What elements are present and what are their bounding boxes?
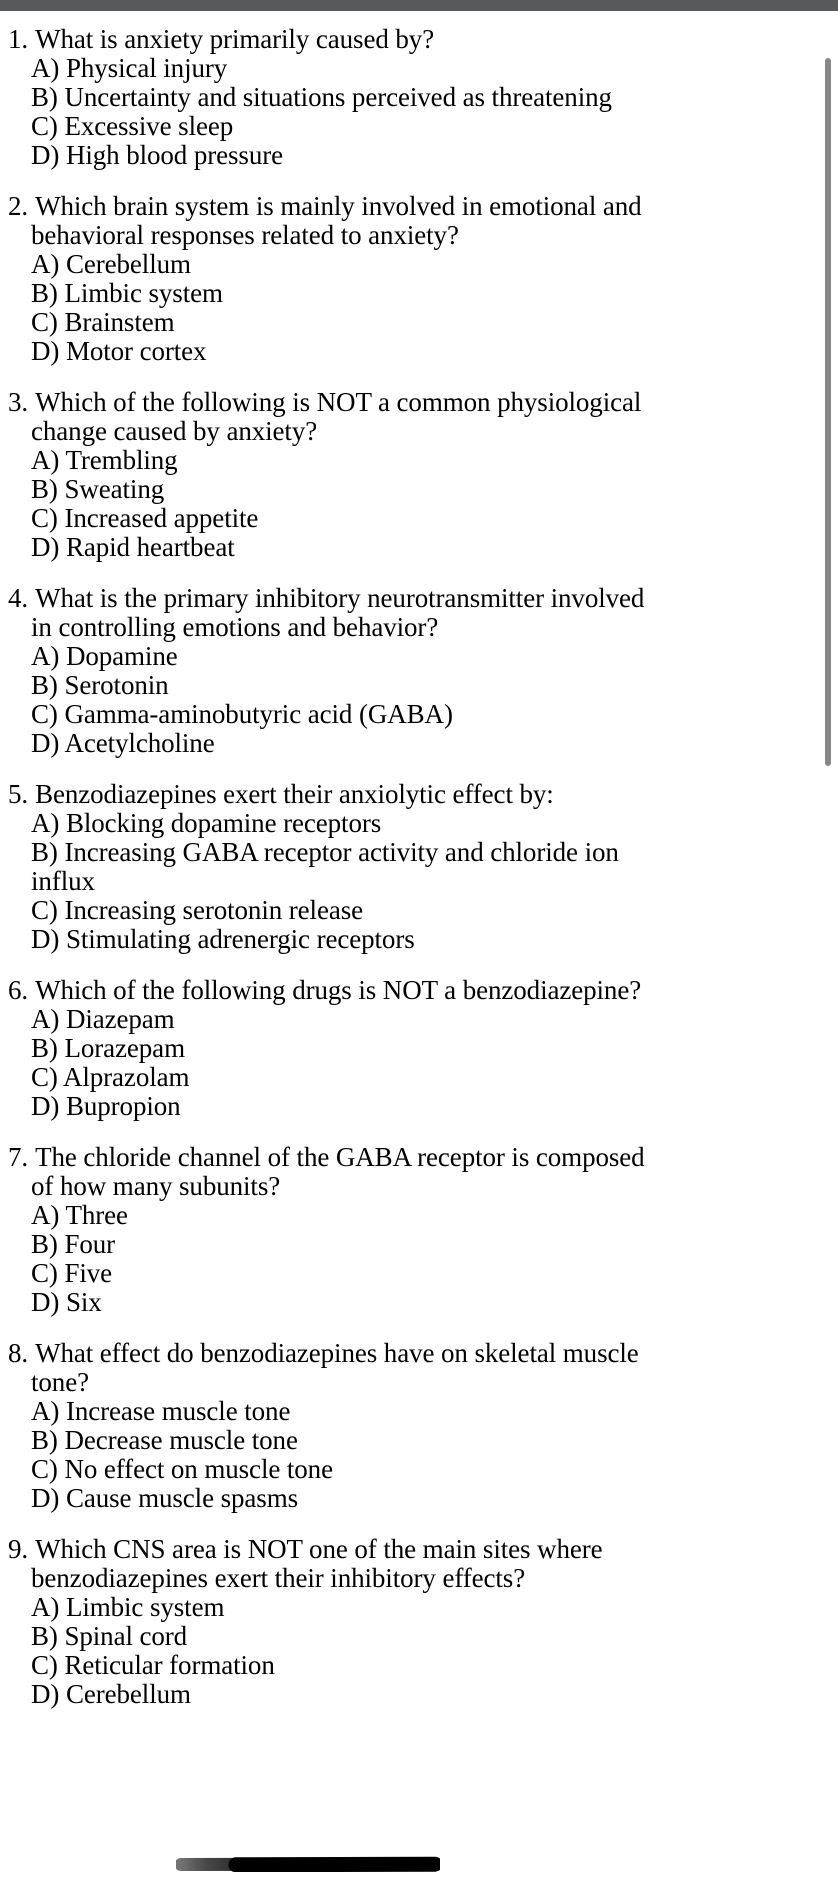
answer-option[interactable]: A) Limbic system <box>31 1592 225 1622</box>
question-block <box>0 976 838 1121</box>
question-block <box>0 1339 838 1513</box>
question-stem-text: What is anxiety primarily caused by? <box>35 24 435 54</box>
answer-option[interactable]: D) Stimulating adrenergic receptors <box>31 924 415 954</box>
question-stem <box>0 780 838 809</box>
answer-option[interactable]: D) Six <box>31 1287 102 1317</box>
quiz-page <box>0 11 838 1709</box>
question-stem <box>0 192 838 221</box>
answer-option[interactable]: B) Lorazepam <box>31 1033 185 1063</box>
question-block <box>0 388 838 562</box>
question-stem-text: The chloride channel of the GABA receptor is composed <box>35 1142 645 1172</box>
window-title-bar <box>0 0 838 11</box>
question-stem <box>0 388 838 417</box>
answer-option[interactable]: B) Limbic system <box>31 278 223 308</box>
answer-option[interactable]: D) Motor cortex <box>31 336 207 366</box>
answer-option[interactable]: D) Cause muscle spasms <box>31 1483 299 1513</box>
question-stem <box>0 584 838 613</box>
answer-option[interactable]: B) Serotonin <box>31 670 169 700</box>
question-number: 2. <box>8 191 29 221</box>
question-stem-continuation: tone? <box>31 1367 89 1397</box>
question-stem-text: Which of the following is NOT a common physiological <box>35 387 642 417</box>
question-stem-continuation: benzodiazepines exert their inhibitory effects? <box>31 1563 526 1593</box>
question-block <box>0 584 838 758</box>
answer-option[interactable]: C) No effect on muscle tone <box>31 1454 333 1484</box>
document-scroll-area[interactable] <box>0 11 838 1899</box>
answer-option[interactable]: A) Three <box>31 1200 128 1230</box>
answer-option[interactable]: B) Spinal cord <box>31 1621 188 1651</box>
question-number: 5. <box>8 779 29 809</box>
answer-option[interactable]: D) Rapid heartbeat <box>31 532 235 562</box>
question-stem-continuation: of how many subunits? <box>31 1171 281 1201</box>
question-block <box>0 25 838 170</box>
question-block <box>0 780 838 954</box>
answer-option[interactable]: A) Physical injury <box>31 53 228 83</box>
answer-option-continuation[interactable]: influx <box>31 866 95 896</box>
question-block <box>0 192 838 366</box>
answer-option[interactable]: A) Cerebellum <box>31 249 191 279</box>
question-number: 6. <box>8 975 29 1005</box>
question-block <box>0 1535 838 1709</box>
answer-option[interactable]: D) Bupropion <box>31 1091 181 1121</box>
question-stem-text: What is the primary inhibitory neurotransmitter involved <box>35 583 645 613</box>
question-stem <box>0 1535 838 1564</box>
answer-option[interactable]: D) High blood pressure <box>31 140 284 170</box>
question-stem-text: Benzodiazepines exert their anxiolytic effect by: <box>35 779 554 809</box>
answer-option[interactable]: A) Increase muscle tone <box>31 1396 291 1426</box>
question-number: 1. <box>8 24 29 54</box>
answer-option[interactable]: B) Increasing GABA receptor activity and chloride ion <box>31 837 619 867</box>
answer-option[interactable]: A) Trembling <box>31 445 178 475</box>
question-stem-text: Which CNS area is NOT one of the main sites where <box>35 1534 603 1564</box>
answer-option[interactable]: C) Gamma-aminobutyric acid (GABA) <box>31 699 453 729</box>
answer-option[interactable]: C) Excessive sleep <box>31 111 234 141</box>
answer-option[interactable]: A) Diazepam <box>31 1004 175 1034</box>
answer-option[interactable]: A) Dopamine <box>31 641 178 671</box>
answer-option[interactable]: C) Increasing serotonin release <box>31 895 364 925</box>
question-stem-continuation: in controlling emotions and behavior? <box>31 612 439 642</box>
question-stem <box>0 976 838 1005</box>
answer-option[interactable]: B) Uncertainty and situations perceived as threatening <box>31 82 612 112</box>
question-block <box>0 1143 838 1317</box>
question-stem <box>0 25 838 54</box>
question-stem <box>0 1339 838 1368</box>
question-number: 8. <box>8 1338 29 1368</box>
answer-option[interactable]: B) Sweating <box>31 474 165 504</box>
question-number: 3. <box>8 387 29 417</box>
question-number: 7. <box>8 1142 29 1172</box>
question-stem-continuation: behavioral responses related to anxiety? <box>31 220 459 250</box>
answer-option[interactable]: C) Five <box>31 1258 113 1288</box>
vertical-scrollbar-track[interactable] <box>824 11 832 1899</box>
answer-option[interactable]: C) Alprazolam <box>31 1062 190 1092</box>
question-stem <box>0 1143 838 1172</box>
question-number: 4. <box>8 583 29 613</box>
answer-option[interactable]: B) Decrease muscle tone <box>31 1425 298 1455</box>
question-stem-text: Which brain system is mainly involved in emotional and <box>35 191 642 221</box>
answer-option[interactable]: C) Reticular formation <box>31 1650 275 1680</box>
answer-option[interactable]: C) Brainstem <box>31 307 175 337</box>
question-number: 9. <box>8 1534 29 1564</box>
answer-option[interactable]: C) Increased appetite <box>31 503 259 533</box>
vertical-scrollbar-thumb[interactable] <box>825 58 831 766</box>
answer-option[interactable]: D) Acetylcholine <box>31 728 215 758</box>
question-stem-text: What effect do benzodiazepines have on skeletal muscle <box>35 1338 639 1368</box>
answer-option[interactable]: A) Blocking dopamine receptors <box>31 808 382 838</box>
answer-option[interactable]: B) Four <box>31 1229 116 1259</box>
question-stem-text: Which of the following drugs is NOT a benzodiazepine? <box>35 975 642 1005</box>
answer-option[interactable]: D) Cerebellum <box>31 1679 191 1709</box>
question-stem-continuation: change caused by anxiety? <box>31 416 318 446</box>
